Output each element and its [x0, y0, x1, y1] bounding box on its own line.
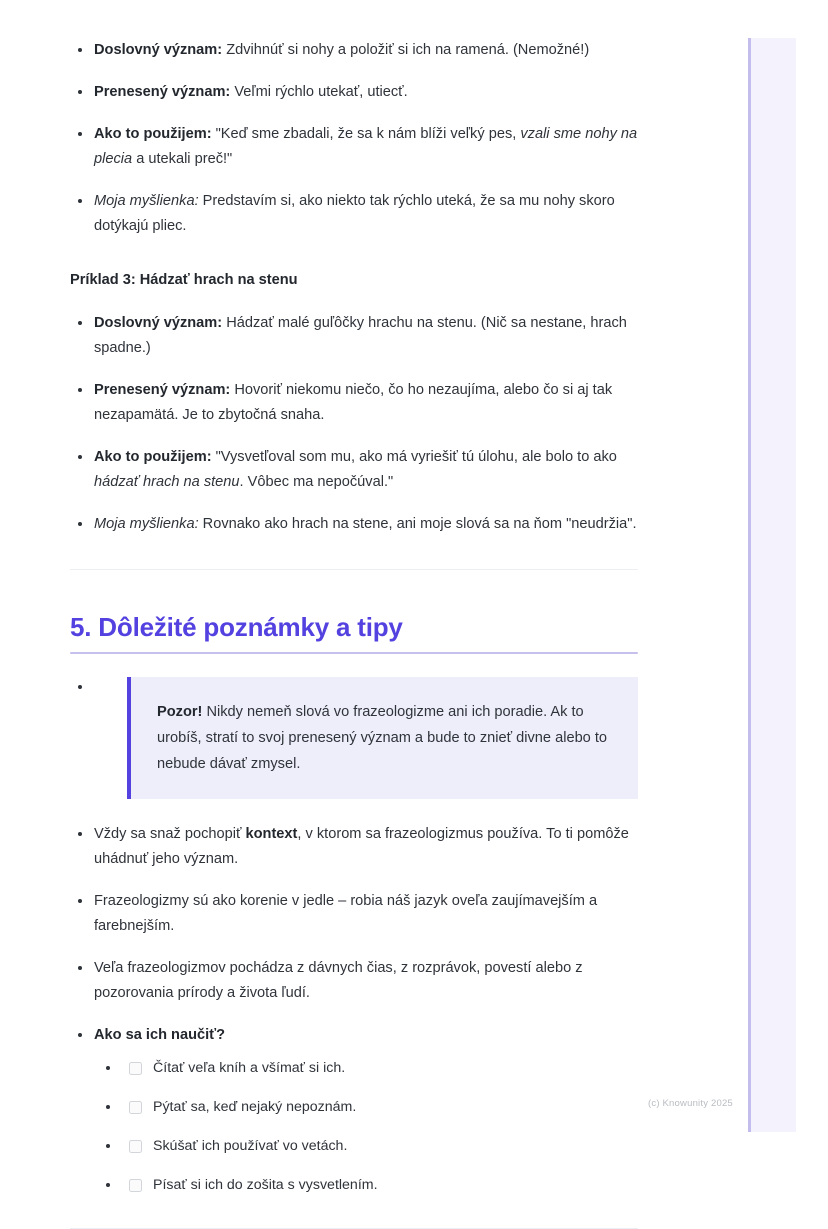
right-side-rail [748, 38, 796, 1132]
heading-underline [70, 652, 638, 654]
item-text: Predstavím si, ako niekto tak rýchlo uteká, že sa mu nohy skoro dotýkajú pliec. [94, 193, 615, 234]
list-item-learn [70, 1023, 638, 1196]
list-item [70, 822, 638, 872]
tip-text: Frazeologizmy sú ako korenie v jedle – robia náš jazyk oveľa zaujímavejším a farebnejším. [94, 893, 598, 934]
item-text-pre: "Vysvetľoval som mu, ako má vyriešiť tú úlohu, ale bolo to ako [211, 449, 617, 465]
learn-heading: Ako sa ich naučiť? [94, 1027, 226, 1043]
list-item [94, 1057, 638, 1079]
checkitem-label: Pýtať sa, keď nejaký nepoznám. [153, 1099, 357, 1115]
list-item [70, 122, 638, 172]
checkitem-label: Skúšať ich používať vo vetách. [153, 1138, 348, 1154]
item-label: Ako to použijem: [94, 449, 212, 465]
list-item [70, 889, 638, 939]
learn-checklist [94, 1057, 638, 1196]
list-item [70, 512, 638, 537]
item-text-italic: vzali sme nohy na plecia [94, 126, 638, 167]
section-5-list [70, 677, 638, 1196]
list-item [94, 1096, 638, 1118]
list-item [70, 80, 638, 105]
item-text-italic: hádzať hrach na stenu [94, 474, 240, 490]
tip-text-pre: Vždy sa snaž pochopiť [94, 826, 246, 842]
tip-text-bold: kontext [245, 826, 298, 842]
item-label: Doslovný význam: [94, 315, 223, 331]
document-content [70, 0, 638, 1229]
item-text: Hovoriť niekomu niečo, čo ho nezaujíma, alebo čo si aj tak nezapamätá. Je to zbytočná snaha. [94, 382, 613, 423]
list-item [94, 1174, 638, 1196]
item-label: Doslovný význam: [94, 42, 223, 58]
callout-text: Nikdy nemeň slová vo frazeologizme ani ich poradie. Ak to urobíš, stratí to svoj prenesený význam a bude to znieť divne alebo to nebude dávať zmysel. [157, 704, 608, 772]
checkbox-icon[interactable] [129, 1062, 142, 1075]
list-item [70, 378, 638, 428]
callout-label: Pozor! [157, 704, 203, 720]
item-text: Veľmi rýchlo utekať, utiecť. [230, 84, 408, 100]
section-divider-top [70, 569, 638, 570]
item-label: Moja myšlienka: [94, 193, 199, 209]
item-text: Rovnako ako hrach na stene, ani moje slová sa na ňom "neudržia". [198, 516, 637, 532]
item-label: Prenesený význam: [94, 382, 231, 398]
item-label: Moja myšlienka: [94, 516, 199, 532]
list-item [70, 189, 638, 239]
warning-callout [127, 677, 638, 799]
item-text: Hádzať malé guľôčky hrachu na stenu. (Nič sa nestane, hrach spadne.) [94, 315, 627, 356]
page-title: 5. Dôležité poznámky a tipy [70, 612, 403, 642]
checkbox-icon[interactable] [129, 1140, 142, 1153]
item-label: Prenesený význam: [94, 84, 231, 100]
list-item [94, 1135, 638, 1157]
list-item [70, 38, 638, 63]
example-3-heading: Príklad 3: Hádzať hrach na stenu [70, 272, 298, 288]
tip-text-post: , v ktorom sa frazeologizmus používa. To ti pomôže uhádnuť jeho význam. [94, 826, 629, 867]
callout-list-item [70, 677, 638, 799]
tip-text: Veľa frazeologizmov pochádza z dávnych čias, z rozprávok, povestí alebo z pozorovania prírody a života ľudí. [94, 960, 583, 1001]
checkbox-icon[interactable] [129, 1179, 142, 1192]
list-item [70, 956, 638, 1006]
list-item [70, 311, 638, 361]
copyright-footer: (c) Knowunity 2025 [648, 1098, 733, 1109]
item-text-post: a utekali preč!" [132, 151, 233, 167]
example-2-list [70, 38, 638, 239]
example-3-list [70, 311, 638, 537]
item-text: Zdvihnúť si nohy a položiť si ich na ramená. (Nemožné!) [222, 42, 590, 58]
list-item [70, 445, 638, 495]
checkitem-label: Písať si ich do zošita s vysvetlením. [153, 1177, 378, 1193]
checkitem-label: Čítať veľa kníh a všímať si ich. [153, 1060, 346, 1076]
item-text-post: . Vôbec ma nepočúval." [239, 474, 394, 490]
item-label: Ako to použijem: [94, 126, 212, 142]
item-text-pre: "Keď sme zbadali, že sa k nám blíži veľký pes, [211, 126, 521, 142]
checkbox-icon[interactable] [129, 1101, 142, 1114]
